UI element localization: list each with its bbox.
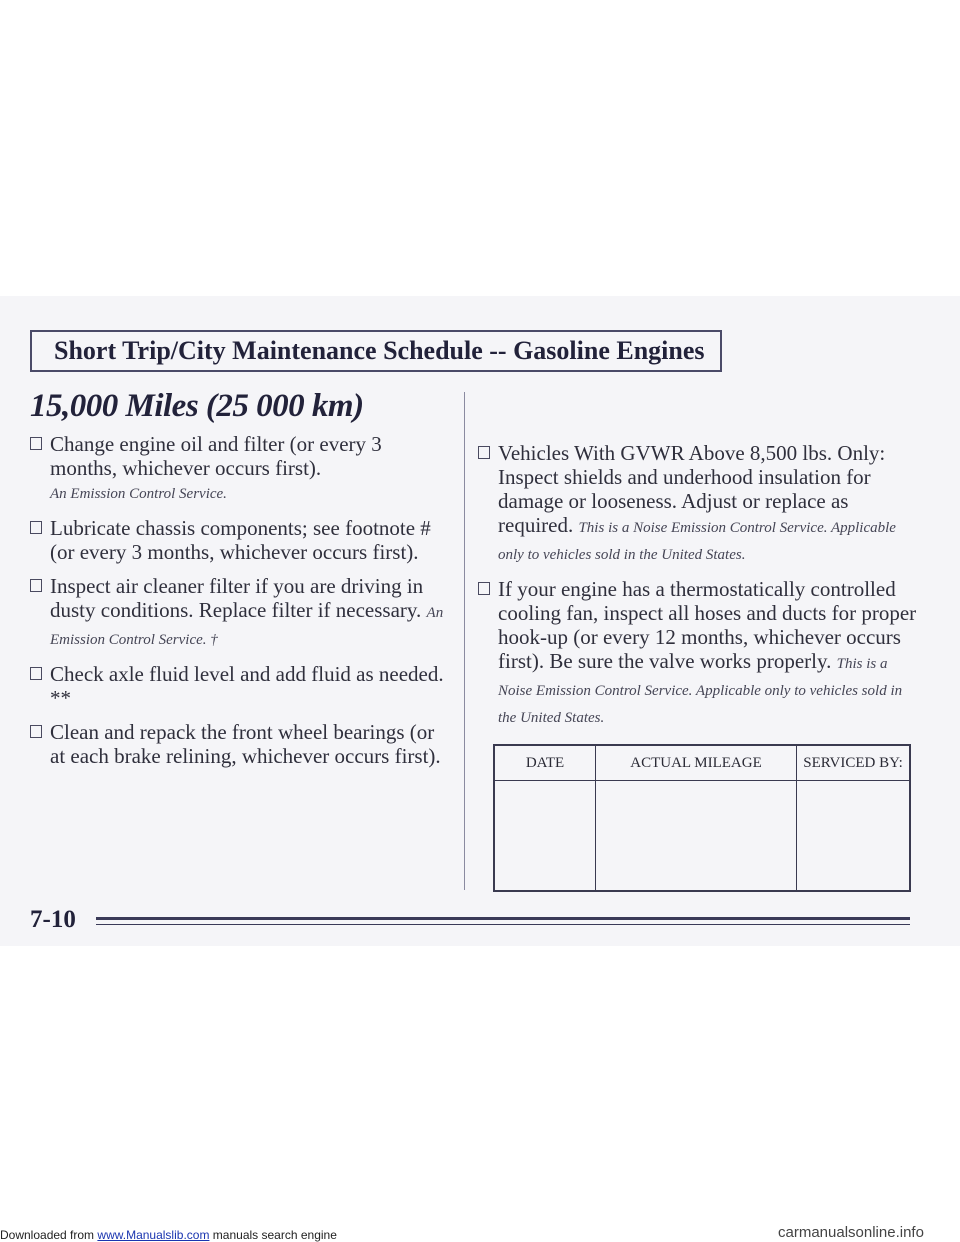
section-heading: 15,000 Miles (25 000 km) (30, 388, 364, 424)
checklist-item (30, 516, 450, 564)
checklist-item (30, 720, 450, 768)
item-text: Check axle fluid level and add fluid as needed. ** (50, 662, 444, 710)
item-text: Vehicles With GVWR Above 8,500 lbs. Only: Inspect shields and underhood insulation for damage or looseness. Adjust or replace as required. (498, 441, 886, 537)
table-header-row (494, 745, 910, 781)
footer-rule-thin (96, 924, 910, 925)
checklist-item (30, 662, 450, 710)
item-note: This is a Noise Emission Control Service. Applicable only to vehicles sold in the United States. (498, 520, 896, 563)
table-row (494, 781, 910, 892)
checklist-item (478, 577, 918, 730)
footer-rule (96, 917, 910, 920)
checkbox-icon (30, 725, 42, 738)
item-text: Lubricate chassis components; see footnote # (or every 3 months, whichever occurs first). (50, 516, 431, 564)
header-actual-mileage: ACTUAL MILEAGE (596, 745, 797, 781)
checklist-item (30, 574, 450, 652)
header-serviced-by: SERVICED BY: (797, 745, 911, 781)
item-text: If your engine has a thermostatically controlled cooling fan, inspect all hoses and ducts for proper hook-up (or every 12 months, whichever occurs first). Be sure the valve works properly. (498, 577, 917, 673)
item-text: Inspect air cleaner filter if you are driving in dusty conditions. Replace filter if necessary. (50, 574, 424, 622)
manualslib-link[interactable]: www.Manualslib.com (97, 1228, 210, 1242)
checklist-item (30, 432, 450, 506)
page-title: Short Trip/City Maintenance Schedule -- Gasoline Engines (30, 330, 722, 372)
checkbox-icon (478, 446, 490, 459)
date-cell[interactable] (494, 781, 596, 892)
checkbox-icon (30, 667, 42, 680)
checkbox-icon (30, 521, 42, 534)
footer-suffix: manuals search engine (212, 1228, 337, 1242)
right-column (478, 441, 918, 740)
column-divider (464, 392, 465, 890)
left-column (30, 432, 450, 778)
serviced-by-cell[interactable] (797, 781, 911, 892)
checkbox-icon (478, 582, 490, 595)
page-number: 7-10 (30, 906, 76, 933)
item-text: Clean and repack the front wheel bearings (or at each brake relining, whichever occurs first). (50, 720, 441, 768)
watermark-text: carmanualsonline.info (778, 1224, 924, 1241)
checkbox-icon (30, 579, 42, 592)
checklist-item (478, 441, 918, 567)
item-note: An Emission Control Service. † (50, 605, 444, 648)
mileage-cell[interactable] (596, 781, 797, 892)
item-text: Change engine oil and filter (or every 3 months, whichever occurs first). (50, 432, 382, 480)
item-note: An Emission Control Service. (50, 486, 227, 502)
service-log-table (493, 744, 911, 892)
download-footer (0, 1228, 337, 1242)
checkbox-icon (30, 437, 42, 450)
footer-prefix: Downloaded from (0, 1228, 95, 1242)
item-note: This is a Noise Emission Control Service. Applicable only to vehicles sold in the United States. (498, 656, 903, 726)
header-date: DATE (494, 745, 596, 781)
